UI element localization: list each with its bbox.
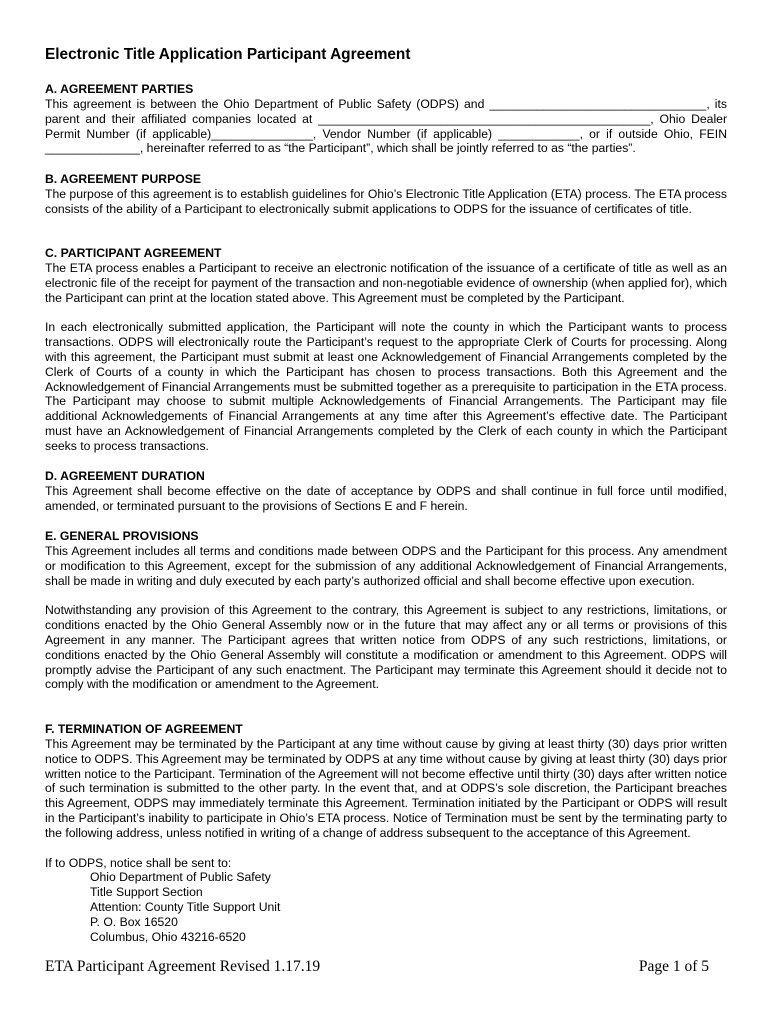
section-e-paragraph-2: Notwithstanding any provision of this Agreement to the contrary, this Agreement is subject to any restrictions, limitations, or conditions enacted by the Ohio General Assembly now or in the future that may affect any or all terms or provisions of this Agreement in any manner. The Participant agrees that written notice from ODPS of any such restrictions, limitations, or conditions enacted by the Ohio General Assembly will constitute a modification or amendment to this Agreement. ODPS will promptly advise the Participant of any such enactment. The Participant may terminate this Agreement should it decide not to comply with the modification or amendment to the Agreement. [45, 603, 727, 692]
section-f-paragraph: This Agreement may be terminated by the Participant at any time without cause by giving at least thirty (30) days prior written notice to ODPS. This Agreement may be terminated by ODPS at any time without cause by giving at least thirty (30) days prior written notice to the Participant. Termination of the Agreement will not become effective until thirty (30) days after written notice of such termination is submitted to the other party. In the event that, and at ODPS’s sole discretion, the Participant breaches this Agreement, ODPS may immediately terminate this Agreement. Termination initiated by the Participant or ODPS will result in the Participant’s inability to participate in Ohio’s ETA process. Notice of Termination must be sent by the terminating party to the following address, unless notified in writing of a change of address subsequent to the acceptance of this Agreement. [45, 736, 727, 840]
odps-address [45, 870, 727, 944]
address-line: P. O. Box 16520 [90, 914, 178, 929]
footer-page-number: Page 1 of 5 [638, 958, 709, 975]
address-line: Ohio Department of Public Safety [90, 870, 271, 885]
section-e [45, 529, 727, 692]
section-c [45, 246, 727, 454]
section-d-heading: D. AGREEMENT DURATION [45, 469, 205, 483]
footer-revision: ETA Participant Agreement Revised 1.17.19 [45, 958, 321, 975]
section-e-paragraph-1: This Agreement includes all terms and conditions made between ODPS and the Participant for this process. Any amendment or modification to this Agreement, except for the submission of any additional Acknowledgement of Financial Arrangements, shall be made in writing and duly executed by each party’s authorized official and shall become effective upon execution. [45, 543, 727, 588]
section-a-paragraph: This agreement is between the Ohio Department of Public Safety (ODPS) and ________________________________, its parent and their affiliated companies located at _________________________________________________, Ohio Dealer Permit Number (if applicable)_______________, Vendor Number (if applicable) ____________, or if outside Ohio, FEIN ______________, hereinafter referred to as “the Participant”, which shall be jointly referred to as “the parties”. [45, 96, 727, 156]
section-d [45, 469, 727, 514]
section-c-paragraph-1: The ETA process enables a Participant to receive an electronic notification of the issuance of a certificate of title as well as an electronic file of the receipt for payment of the transaction and non-negotiable evidence of ownership (when applied for), which the Participant can print at the location stated above. This Agreement must be completed by the Participant. [45, 260, 727, 305]
address-line: Attention: County Title Support Unit [90, 900, 281, 915]
document-title: Electronic Title Application Participant Agreement [45, 46, 411, 63]
address-line: Title Support Section [90, 885, 203, 900]
section-c-paragraph-2: In each electronically submitted application, the Participant will note the county in which the Participant wants to process transactions. ODPS will electronically route the Participant’s request to the appropriate Clerk of Courts for processing. Along with this agreement, the Participant must submit at least one Acknowledgement of Financial Arrangements completed by the Clerk of Courts of a county in which the Participant has chosen to process transactions. Both this Agreement and the Acknowledgement of Financial Arrangements must be submitted together as a prerequisite to participation in the ETA process. The Participant may choose to submit multiple Acknowledgements of Financial Arrangements. The Participant may file additional Acknowledgements of Financial Arrangements at any time after this Agreement’s effective date. The Participant must have an Acknowledgement of Financial Arrangements completed by the Clerk of each county in which the Participant seeks to process transactions. [45, 320, 727, 453]
section-b-paragraph: The purpose of this agreement is to establish guidelines for Ohio’s Electronic Title Application (ETA) process. The ETA process consists of the ability of a Participant to electronically submit applications to ODPS for the issuance of certificates of title. [45, 186, 727, 216]
section-a-heading: A. AGREEMENT PARTIES [45, 82, 194, 96]
address-line: Columbus, Ohio 43216-6520 [90, 929, 246, 944]
section-b-heading: B. AGREEMENT PURPOSE [45, 172, 201, 186]
section-a [45, 82, 727, 156]
section-e-heading: E. GENERAL PROVISIONS [45, 529, 199, 543]
section-b [45, 172, 727, 217]
notice-intro: If to ODPS, notice shall be sent to: [45, 855, 232, 870]
section-d-paragraph: This Agreement shall become effective on the date of acceptance by ODPS and shall continue in full force until modified, amended, or terminated pursuant to the provisions of Sections E and F herein. [45, 483, 727, 513]
section-f [45, 722, 727, 945]
section-f-heading: F. TERMINATION OF AGREEMENT [45, 722, 243, 736]
page-footer [45, 958, 709, 976]
section-c-heading: C. PARTICIPANT AGREEMENT [45, 246, 222, 260]
